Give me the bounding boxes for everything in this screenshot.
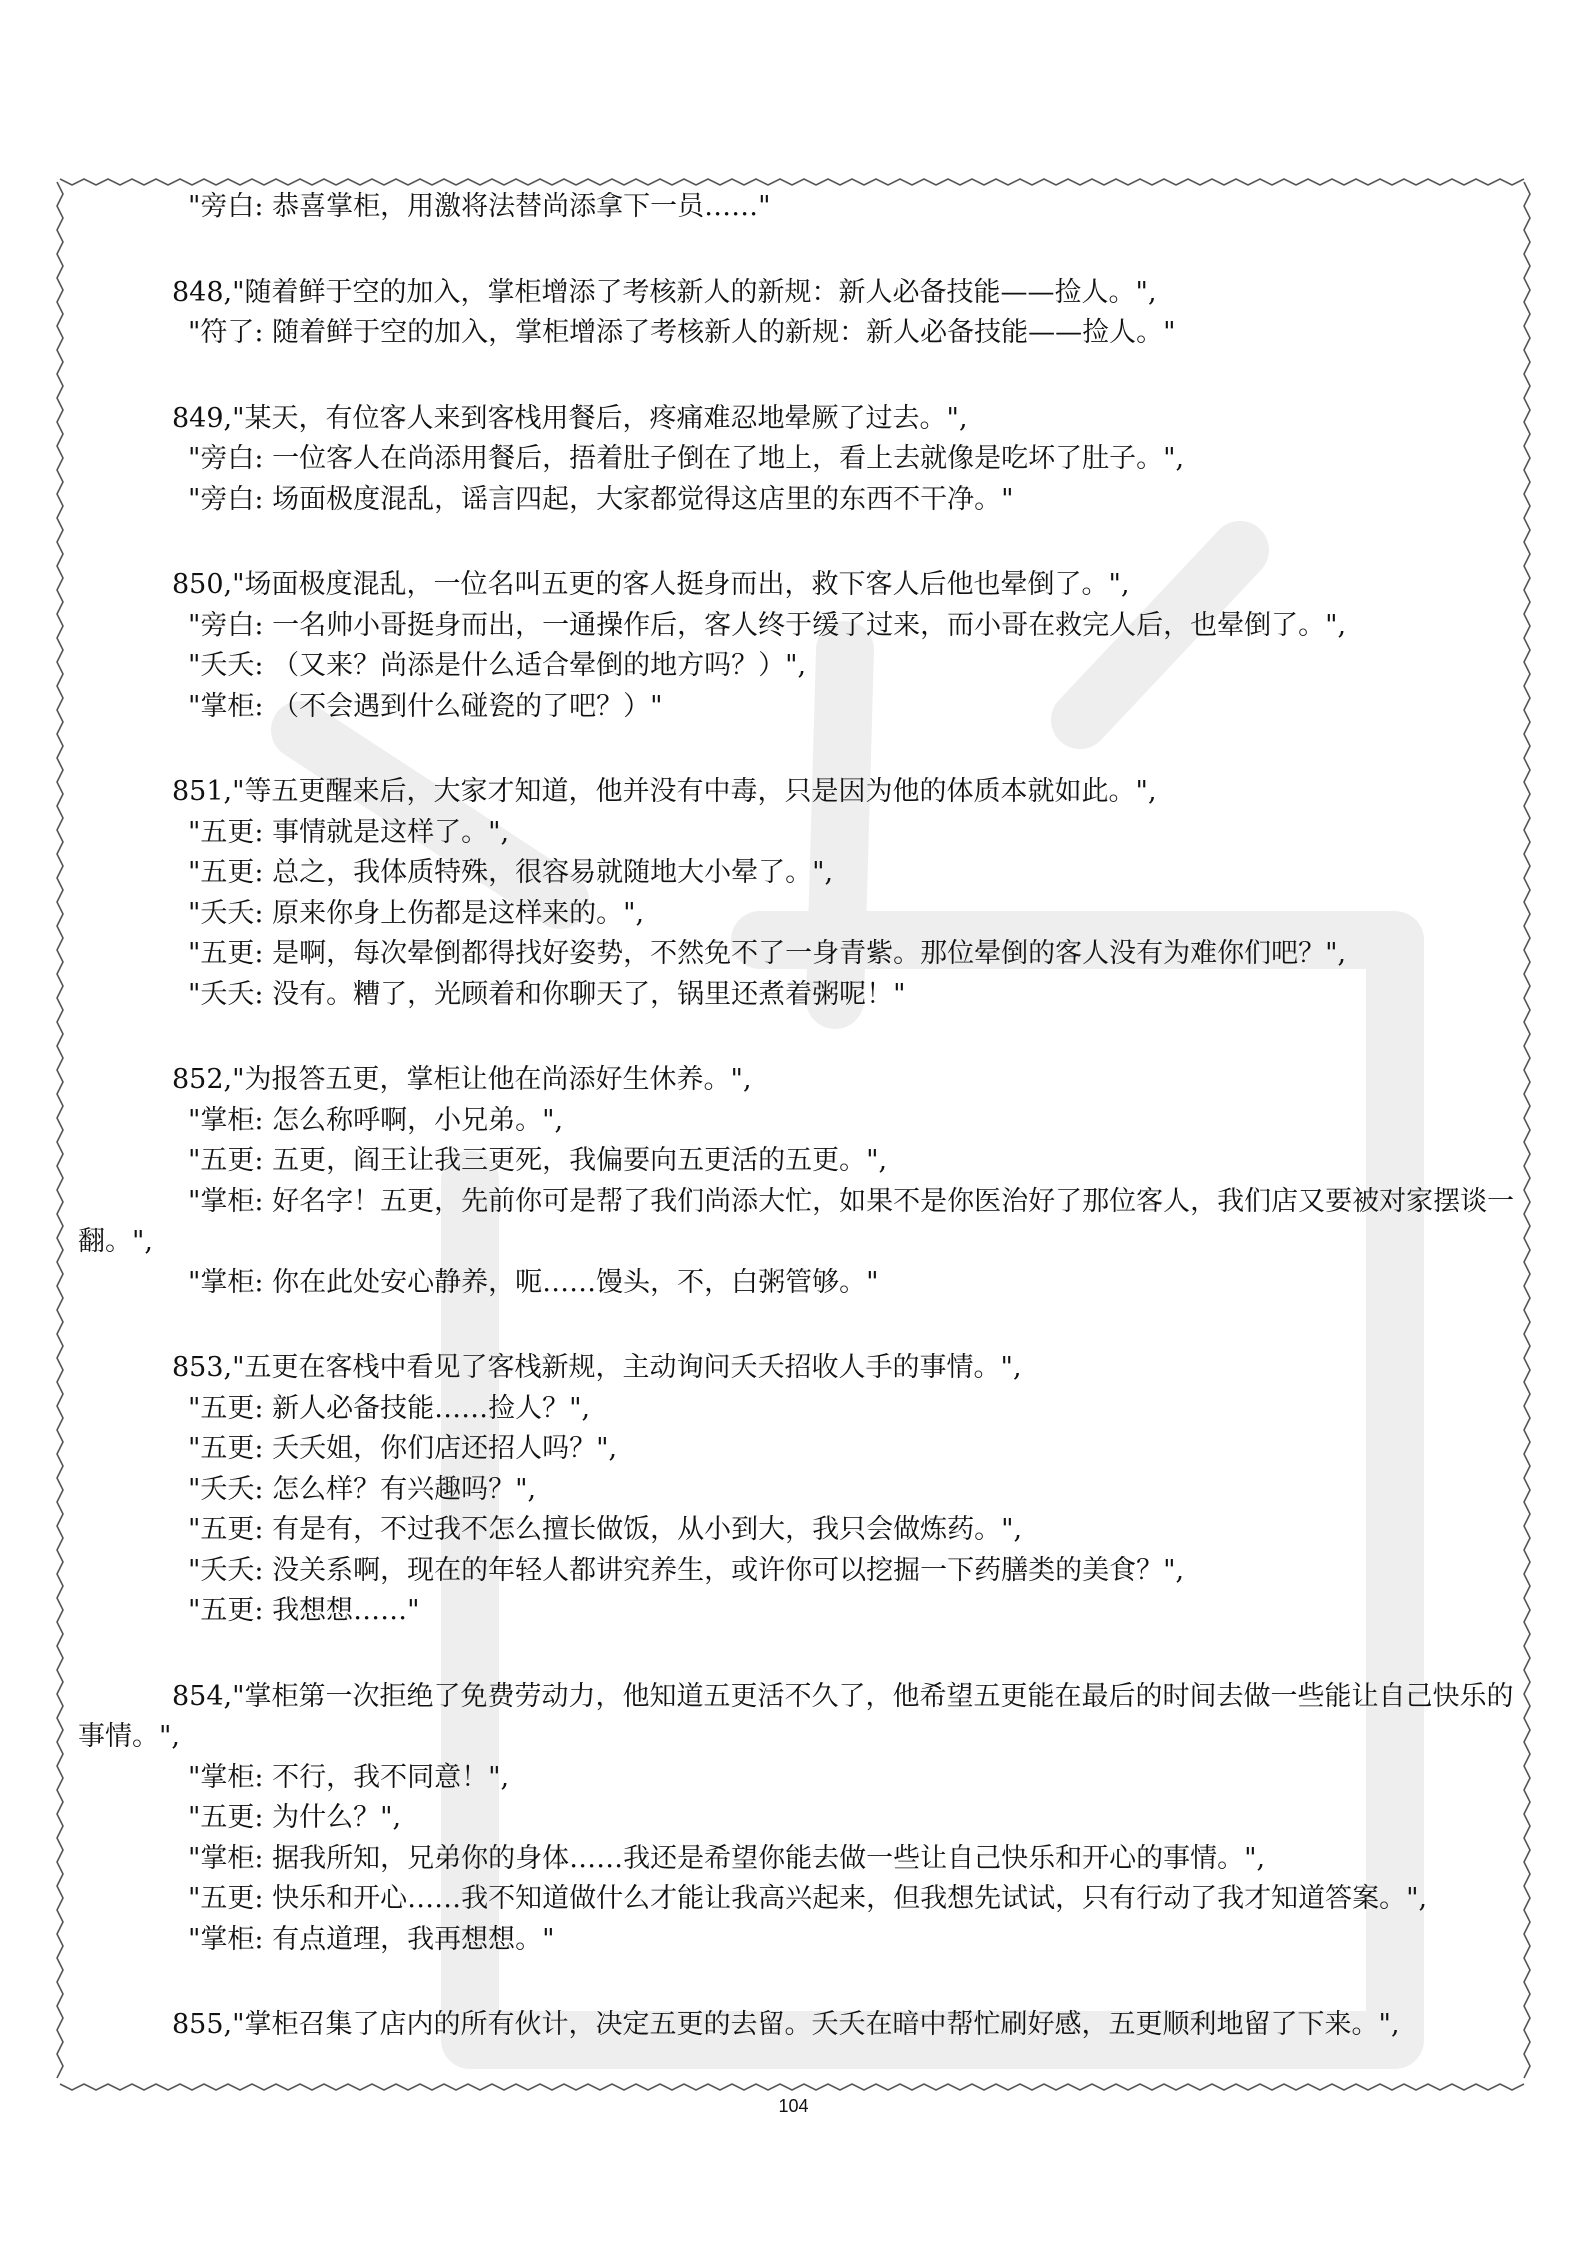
paragraph-block [78, 565, 1518, 727]
dialog-line: "五更: 是啊，每次晕倒都得找好姿势，不然免不了一身青紫。那位晕倒的客人没有为难你们吧？", [188, 938, 1347, 969]
dialog-line: "旁白: 一名帅小哥挺身而出，一通操作后，客人终于缓了过来，而小哥在救完人后，也晕倒了。", [188, 609, 1347, 641]
dialog-line: "旁白: 恭喜掌柜，用激将法替尚添拿下一员……" [188, 191, 771, 222]
entry-heading-line: 848,"随着鲜于空的加入，掌柜增添了考核新人的新规：新人必备技能——捡人。", [172, 276, 1157, 308]
dialog-line: "五更: 快乐和开心……我不知道做什么才能让我高兴起来，但我想先试试，只有行动了我才知道答案。", [188, 1883, 1428, 1914]
dialog-line: "旁白: 场面极度混乱，谣言四起，大家都觉得这店里的东西不干净。" [188, 483, 1014, 515]
paragraph-block [78, 187, 1518, 228]
dialog-line: "五更: 我想想……" [188, 1595, 420, 1626]
dialog-line: "掌柜: 据我所知，兄弟你的身体……我还是希望你能去做一些让自己快乐和开心的事情。", [188, 1842, 1266, 1874]
dialog-line: "夭夭: 原来你身上伤都是这样来的。", [188, 897, 645, 929]
dialog-line: "夭夭: 怎么样？有兴趣吗？", [188, 1473, 537, 1505]
dialog-line: "旁白: 一位客人在尚添用餐后，捂着肚子倒在了地上，看上去就像是吃坏了肚子。", [188, 443, 1185, 474]
dialog-line: "符了: 随着鲜于空的加入，掌柜增添了考核新人的新规：新人必备技能——捡人。" [188, 317, 1176, 348]
entry-heading-line: 849,"某天，有位客人来到客栈用餐后，疼痛难忍地晕厥了过去。", [172, 402, 968, 434]
dialog-line: "夭夭: 没关系啊，现在的年轻人都讲究养生，或许你可以挖掘一下药膳类的美食？", [188, 1554, 1185, 1586]
entry-heading-line: 851,"等五更醒来后，大家才知道，他并没有中毒，只是因为他的体质本就如此。", [172, 776, 1157, 807]
dialog-line: "五更: 总之，我体质特殊，很容易就随地大小晕了。", [188, 857, 834, 888]
dialog-line: "掌柜: 有点道理，我再想想。" [188, 1923, 555, 1955]
paragraph-block [78, 1677, 1518, 1961]
entry-heading-line: 855,"掌柜召集了店内的所有伙计，决定五更的去留。夭夭在暗中帮忙刷好感，五更顺利地留了下来。", [172, 2009, 1400, 2040]
dialog-line: "夭夭: 没有。糟了，光顾着和你聊天了，锅里还煮着粥呢！" [188, 978, 906, 1010]
paragraph-block [78, 273, 1518, 354]
page-number: 104 [778, 2096, 809, 2116]
paragraph-block [78, 772, 1518, 1015]
dialog-line: "掌柜: （不会遇到什么碰瓷的了吧？）" [188, 690, 663, 722]
dialog-line: "掌柜: 你在此处安心静养，呃……馒头，不，白粥管够。" [188, 1266, 879, 1298]
dialog-line: "五更: 五更，阎王让我三更死，我偏要向五更活的五更。", [188, 1145, 888, 1176]
dialog-line: "五更: 事情就是这样了。", [188, 816, 510, 848]
dialog-line: "掌柜: 不行，我不同意！", [188, 1761, 510, 1793]
paragraph-block [78, 1348, 1518, 1632]
dialog-line: "五更: 有是有，不过我不怎么擅长做饭，从小到大，我只会做炼药。", [188, 1514, 1023, 1545]
dialog-line: "五更: 新人必备技能……捡人？", [188, 1392, 591, 1424]
document-body [78, 187, 1518, 2091]
entry-heading-line: 854,"掌柜第一次拒绝了免费劳动力，他知道五更活不久了，他希望五更能在最后的时间去做一些能让自己快乐的事情。", [78, 1680, 1514, 1752]
dialog-line: "五更: 夭夭姐，你们店还招人吗？", [188, 1433, 618, 1464]
entry-heading-line: 850,"场面极度混乱，一位名叫五更的客人挺身而出，救下客人后他也晕倒了。", [172, 569, 1130, 600]
paragraph-block [78, 2005, 1518, 2046]
entry-heading-line: 853,"五更在客栈中看见了客栈新规，主动询问夭夭招收人手的事情。", [172, 1352, 1022, 1383]
dialog-line: "夭夭: （又来？尚添是什么适合晕倒的地方吗？）", [188, 650, 807, 681]
dialog-line: "掌柜: 怎么称呼啊，小兄弟。", [188, 1104, 564, 1136]
paragraph-block [78, 1060, 1518, 1303]
dialog-line: "五更: 为什么？", [188, 1802, 402, 1833]
dialog-line: "掌柜: 好名字！五更，先前你可是帮了我们尚添大忙，如果不是你医治好了那位客人，我们店又要被对家摆谈一翻。", [78, 1185, 1515, 1257]
paragraph-block [78, 399, 1518, 521]
entry-heading-line: 852,"为报答五更，掌柜让他在尚添好生休养。", [172, 1064, 752, 1095]
